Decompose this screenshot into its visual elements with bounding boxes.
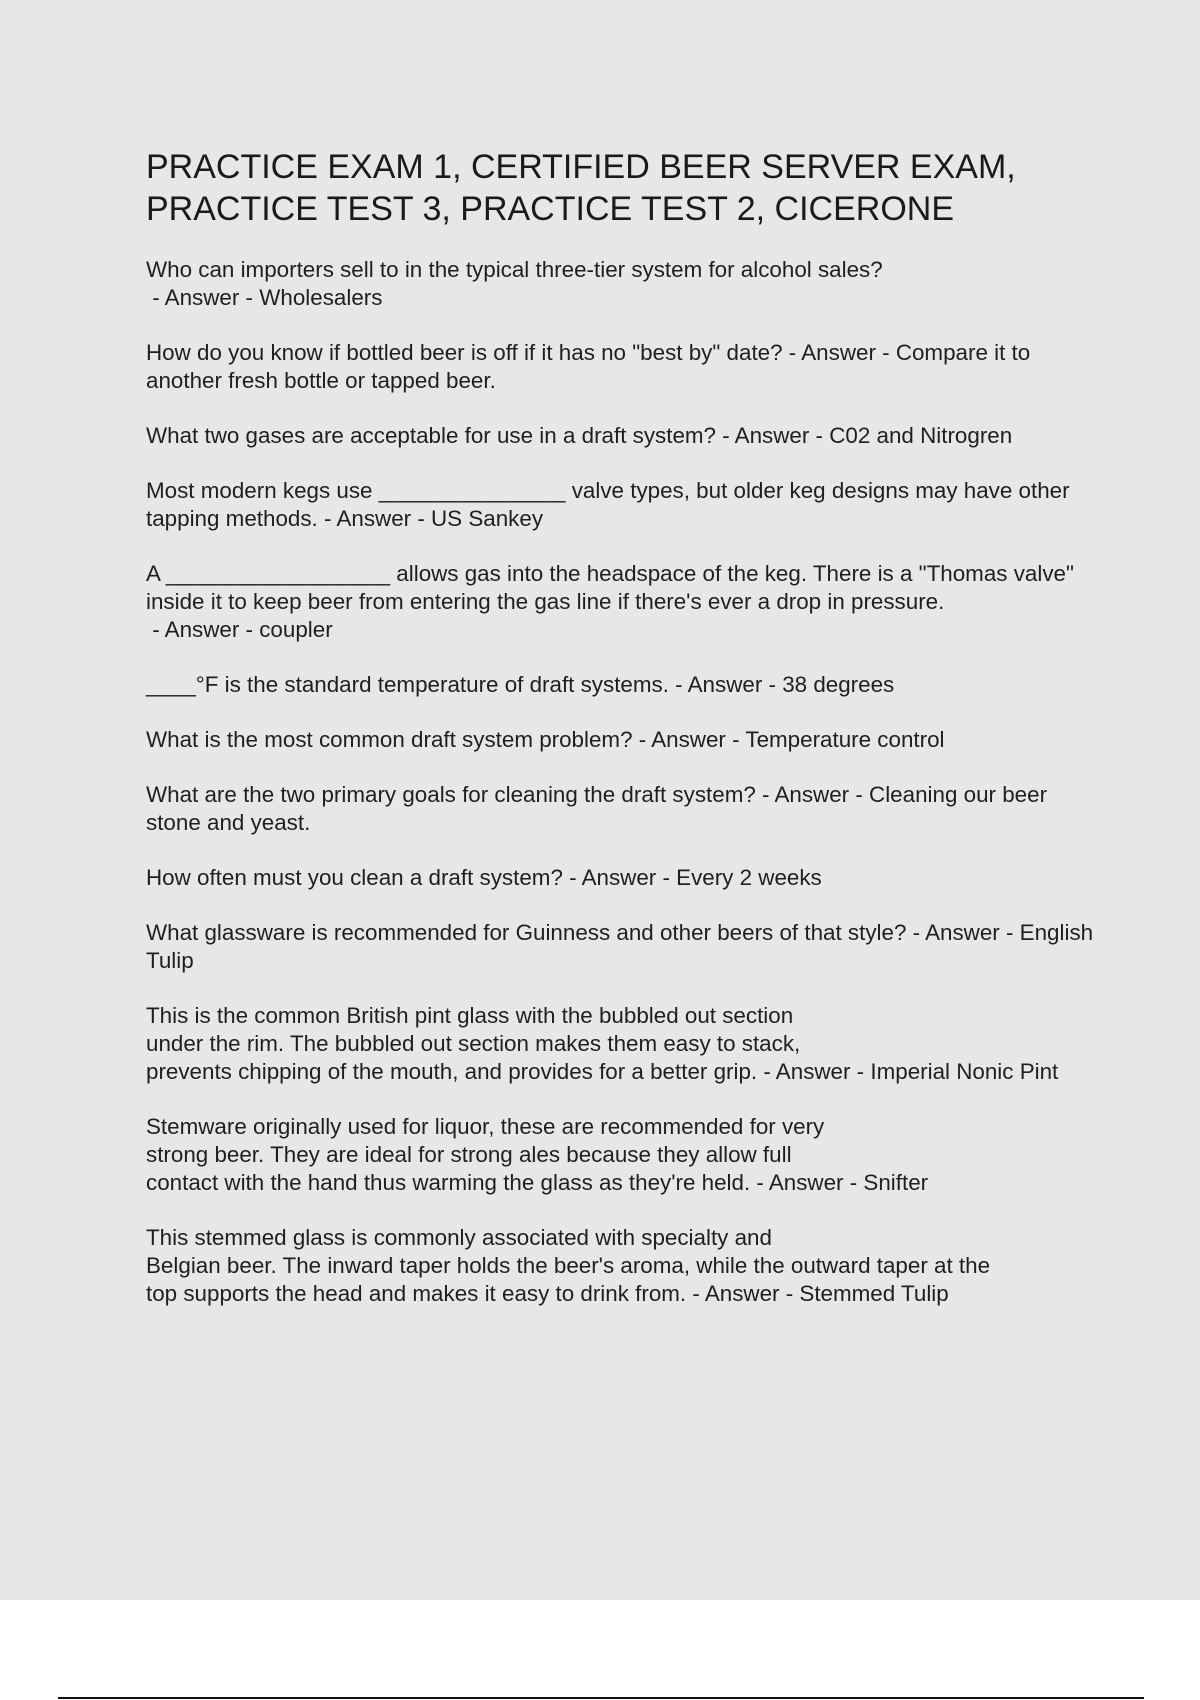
answer-text: Every 2 weeks: [676, 865, 822, 890]
qa-item: [146, 671, 1096, 699]
answer-text: Compare it to another fresh bottle or tapped beer.: [146, 340, 1031, 393]
answer-separator: - Answer -: [716, 423, 830, 448]
question-text: Belgian beer. The inward taper holds the beer's aroma, while the outward taper at the: [146, 1253, 991, 1278]
answer-text: 38 degrees: [782, 672, 895, 697]
question-text: A __________________ allows gas into the headspace of the keg. There is a "Thomas valve" inside it to keep beer from entering the gas line if there's ever a drop in pressure.: [146, 561, 1074, 614]
question-text: How often must you clean a draft system?: [146, 865, 563, 890]
question-text: Stemware originally used for liquor, these are recommended for very: [146, 1114, 825, 1139]
question-text: top supports the head and makes it easy to drink from.: [146, 1281, 687, 1306]
qa-item: [146, 726, 1096, 754]
page-title: [146, 146, 1096, 230]
answer-separator: - Answer -: [562, 865, 677, 890]
qa-item: [146, 1224, 1096, 1308]
answer-text: C02 and Nitrogren: [829, 423, 1013, 448]
question-text: ____°F is the standard temperature of draft systems.: [146, 672, 669, 697]
answer-separator: - Answer -: [686, 1281, 800, 1306]
qa-item: [146, 781, 1096, 837]
question-text: Most modern kegs use _______________ valve types, but older keg designs may have other tapping methods.: [146, 478, 1070, 531]
qa-list: [146, 256, 1096, 1308]
qa-item: [146, 477, 1096, 533]
answer-separator: - Answer -: [750, 1170, 864, 1195]
answer-separator: - Answer -: [668, 672, 783, 697]
question-text: prevents chipping of the mouth, and provides for a better grip.: [146, 1059, 758, 1084]
answer-separator: - Answer -: [317, 506, 432, 531]
qa-item: [146, 339, 1096, 395]
title-line-1: PRACTICE EXAM 1, CERTIFIED BEER SERVER EXAM,: [146, 148, 1016, 186]
answer-text: Snifter: [863, 1170, 929, 1195]
answer-separator: - Answer -: [906, 920, 1020, 945]
answer-text: Imperial Nonic Pint: [870, 1059, 1059, 1084]
question-text: How do you know if bottled beer is off if it has no "best by" date?: [146, 340, 783, 365]
answer-text: Cleaning our beer stone and yeast.: [146, 782, 1048, 835]
question-text: What two gases are acceptable for use in a draft system?: [146, 423, 716, 448]
qa-item: [146, 1002, 1096, 1086]
answer-text: Stemmed Tulip: [799, 1281, 949, 1306]
answer-separator: - Answer -: [757, 1059, 871, 1084]
qa-item: [146, 422, 1096, 450]
qa-item: [146, 256, 1096, 312]
qa-item: [146, 864, 1096, 892]
qa-item: [146, 1113, 1096, 1197]
answer-separator: - Answer -: [146, 285, 260, 310]
answer-text: coupler: [259, 617, 333, 642]
answer-text: Wholesalers: [259, 285, 383, 310]
question-text: What is the most common draft system problem?: [146, 727, 633, 752]
question-text: This stemmed glass is commonly associated with specialty and: [146, 1225, 772, 1250]
question-text: contact with the hand thus warming the glass as they're held.: [146, 1170, 751, 1195]
question-text: This is the common British pint glass with the bubbled out section: [146, 1003, 794, 1028]
answer-separator: - Answer -: [146, 617, 260, 642]
answer-separator: - Answer -: [782, 340, 896, 365]
answer-text: English Tulip: [146, 920, 1094, 973]
question-text: What are the two primary goals for cleaning the draft system?: [146, 782, 756, 807]
question-text: strong beer. They are ideal for strong ales because they allow full: [146, 1142, 792, 1167]
question-text: under the rim. The bubbled out section makes them easy to stack,: [146, 1031, 801, 1056]
document-content: [146, 146, 1096, 1335]
question-text: What glassware is recommended for Guinness and other beers of that style?: [146, 920, 907, 945]
answer-text: Temperature control: [745, 727, 945, 752]
answer-separator: - Answer -: [755, 782, 870, 807]
title-line-2: PRACTICE TEST 3, PRACTICE TEST 2, CICERONE: [146, 190, 954, 228]
question-text: Who can importers sell to in the typical three-tier system for alcohol sales?: [146, 257, 883, 282]
answer-separator: - Answer -: [632, 727, 746, 752]
qa-item: [146, 560, 1096, 644]
answer-text: US Sankey: [431, 506, 544, 531]
footer-divider: [58, 1697, 1144, 1699]
qa-item: [146, 919, 1096, 975]
